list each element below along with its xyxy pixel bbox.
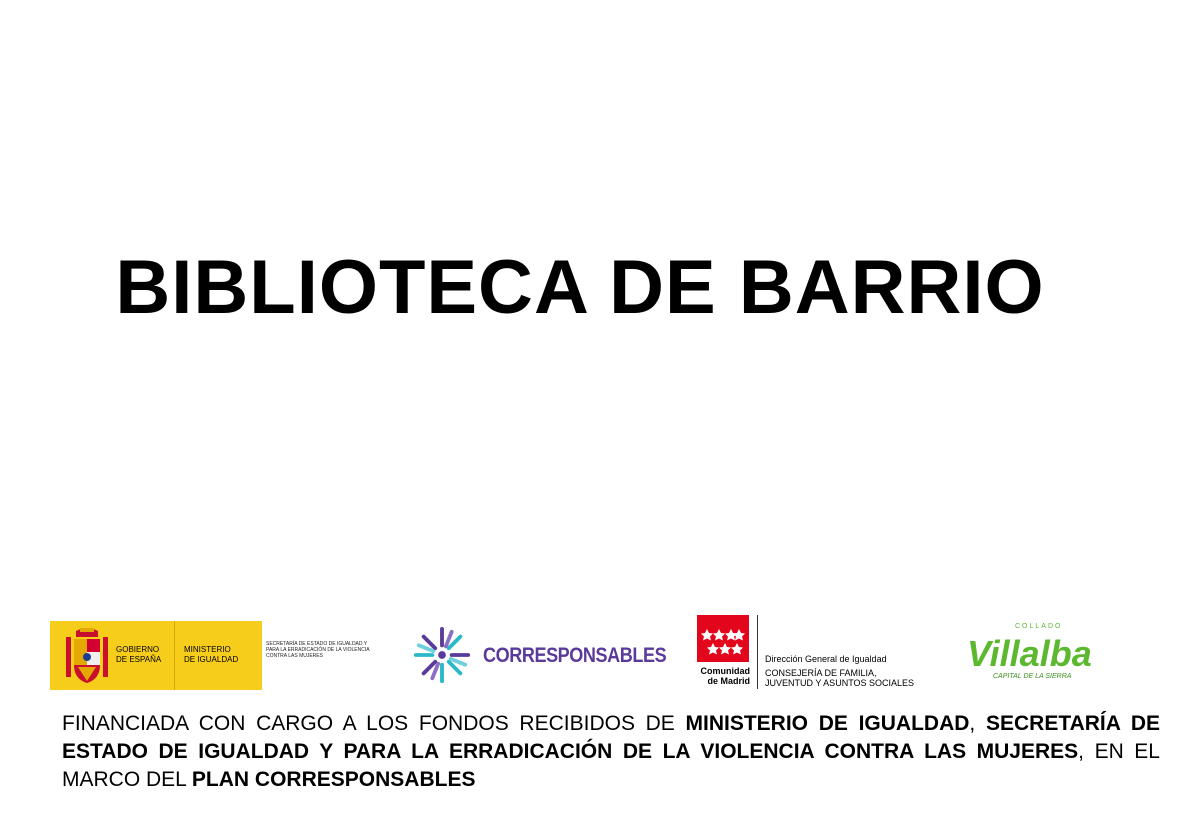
ministerio-label: MINISTERIO DE IGUALDAD (184, 645, 239, 664)
sponsor-logos (0, 600, 1185, 700)
coat-of-arms-icon (64, 627, 110, 685)
consejeria-label: CONSEJERÍA DE FAMILIA, JUVENTUD Y ASUNTOS SOCIALES (765, 668, 915, 688)
villalba-logo (965, 618, 1095, 684)
villalba-top-label: COLLADO (1015, 623, 1063, 630)
gobierno-espana-logo (50, 621, 262, 690)
madrid-flag-icon (697, 615, 749, 662)
villalba-name-label: Villalba (967, 633, 1092, 674)
corresponsables-star-icon (413, 626, 471, 684)
divider (174, 621, 175, 690)
direccion-general-label: Dirección General de Igualdad (765, 654, 887, 664)
divider (757, 615, 758, 689)
comunidad-madrid-label: Comunidad de Madrid (700, 666, 750, 686)
funding-statement: FINANCIADA CON CARGO A LOS FONDOS RECIBIDOS DE MINISTERIO DE IGUALDAD, SECRETARÍA DE ESTADO DE IGUALDAD Y PARA LA ERRADICACIÓN DE LA VIOLENCIA CONTRA LAS MUJERES, EN EL MARCO DEL PLAN CORRESPONSABLES (62, 712, 1161, 791)
villalba-tagline-label: CAPITAL DE LA SIERRA (993, 673, 1072, 680)
corresponsables-label: CORRESPONSABLES (483, 644, 667, 667)
page-title: BIBLIOTECA DE BARRIO (115, 245, 1045, 330)
gobierno-label: GOBIERNO DE ESPAÑA (116, 645, 162, 664)
secretaria-label: SECRETARÍA DE ESTADO DE IGUALDAD Y PARA LA ERRADICACIÓN DE LA VIOLENCIA CONTRA LAS MUJERES (266, 641, 370, 659)
